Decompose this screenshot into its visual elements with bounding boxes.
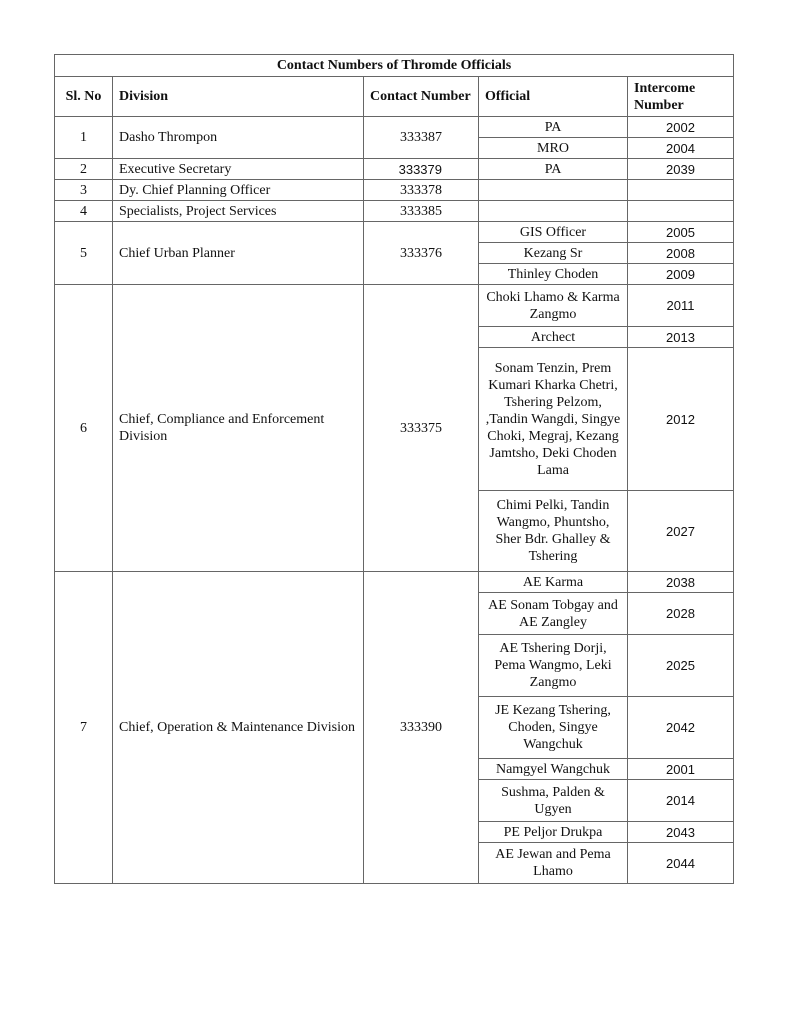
intercom-number: 2028 bbox=[628, 593, 734, 635]
contact-number: 333385 bbox=[364, 201, 479, 222]
sl-number: 2 bbox=[55, 159, 113, 180]
intercom-number: 2001 bbox=[628, 759, 734, 780]
table-row bbox=[55, 159, 734, 180]
table-row bbox=[55, 117, 734, 138]
intercom-number: 2005 bbox=[628, 222, 734, 243]
official-name: PA bbox=[479, 159, 628, 180]
header-contact: Contact Number bbox=[364, 77, 479, 117]
official-name: AE Tshering Dorji, Pema Wangmo, Leki Zangmo bbox=[479, 635, 628, 697]
header-official: Official bbox=[479, 77, 628, 117]
official-name: Kezang Sr bbox=[479, 243, 628, 264]
header-sl-no: Sl. No bbox=[55, 77, 113, 117]
contact-number: 333379 bbox=[364, 159, 479, 180]
official-name: MRO bbox=[479, 138, 628, 159]
division-name: Chief, Operation & Maintenance Division bbox=[113, 572, 364, 884]
table-row bbox=[55, 285, 734, 327]
sl-number: 6 bbox=[55, 285, 113, 572]
official-name: Namgyel Wangchuk bbox=[479, 759, 628, 780]
table-row bbox=[55, 201, 734, 222]
official-name: Sushma, Palden & Ugyen bbox=[479, 780, 628, 822]
contact-number: 333376 bbox=[364, 222, 479, 285]
contact-number: 333375 bbox=[364, 285, 479, 572]
sl-number: 7 bbox=[55, 572, 113, 884]
official-name: Sonam Tenzin, Prem Kumari Kharka Chetri, Tshering Pelzom, ,Tandin Wangdi, Singye Choki, Megraj, Kezang Jamtsho, Deki Choden Lama bbox=[479, 348, 628, 491]
official-name: PE Peljor Drukpa bbox=[479, 822, 628, 843]
intercom-number: 2038 bbox=[628, 572, 734, 593]
official-name: Archect bbox=[479, 327, 628, 348]
intercom-number: 2014 bbox=[628, 780, 734, 822]
intercom-number: 2039 bbox=[628, 159, 734, 180]
intercom-number: 2043 bbox=[628, 822, 734, 843]
intercom-number: 2012 bbox=[628, 348, 734, 491]
official-name: Chimi Pelki, Tandin Wangmo, Phuntsho, Sher Bdr. Ghalley & Tshering bbox=[479, 491, 628, 572]
contact-table bbox=[54, 54, 734, 884]
division-name: Dasho Thrompon bbox=[113, 117, 364, 159]
sl-number: 5 bbox=[55, 222, 113, 285]
division-name: Chief Urban Planner bbox=[113, 222, 364, 285]
header-intercom: Intercome Number bbox=[628, 77, 734, 117]
official-name: AE Sonam Tobgay and AE Zangley bbox=[479, 593, 628, 635]
sl-number: 1 bbox=[55, 117, 113, 159]
division-name: Specialists, Project Services bbox=[113, 201, 364, 222]
intercom-number: 2027 bbox=[628, 491, 734, 572]
official-name: Thinley Choden bbox=[479, 264, 628, 285]
contact-number: 333378 bbox=[364, 180, 479, 201]
official-name: AE Karma bbox=[479, 572, 628, 593]
intercom-number: 2002 bbox=[628, 117, 734, 138]
division-name: Dy. Chief Planning Officer bbox=[113, 180, 364, 201]
official-name bbox=[479, 180, 628, 201]
division-name: Chief, Compliance and Enforcement Division bbox=[113, 285, 364, 572]
intercom-number: 2011 bbox=[628, 285, 734, 327]
official-name: GIS Officer bbox=[479, 222, 628, 243]
table-row bbox=[55, 180, 734, 201]
official-name: Choki Lhamo & Karma Zangmo bbox=[479, 285, 628, 327]
official-name: AE Jewan and Pema Lhamo bbox=[479, 843, 628, 884]
header-division: Division bbox=[113, 77, 364, 117]
table-row bbox=[55, 222, 734, 243]
intercom-number: 2042 bbox=[628, 697, 734, 759]
intercom-number: 2004 bbox=[628, 138, 734, 159]
intercom-number: 2008 bbox=[628, 243, 734, 264]
sl-number: 4 bbox=[55, 201, 113, 222]
sl-number: 3 bbox=[55, 180, 113, 201]
table-title: Contact Numbers of Thromde Officials bbox=[55, 55, 734, 77]
intercom-number: 2009 bbox=[628, 264, 734, 285]
intercom-number: 2025 bbox=[628, 635, 734, 697]
intercom-number bbox=[628, 201, 734, 222]
official-name: JE Kezang Tshering, Choden, Singye Wangchuk bbox=[479, 697, 628, 759]
official-name bbox=[479, 201, 628, 222]
intercom-number: 2013 bbox=[628, 327, 734, 348]
division-name: Executive Secretary bbox=[113, 159, 364, 180]
intercom-number bbox=[628, 180, 734, 201]
table-row bbox=[55, 572, 734, 593]
intercom-number: 2044 bbox=[628, 843, 734, 884]
contact-number: 333390 bbox=[364, 572, 479, 884]
contact-number: 333387 bbox=[364, 117, 479, 159]
official-name: PA bbox=[479, 117, 628, 138]
